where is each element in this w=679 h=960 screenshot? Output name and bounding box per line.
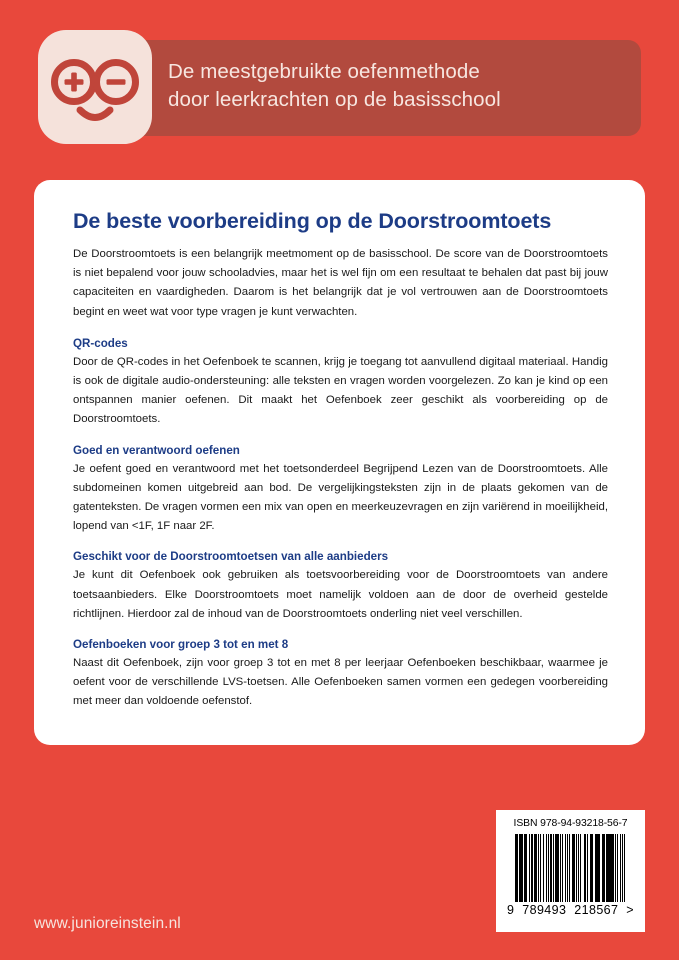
header-tagline-line-1: De meestgebruikte oefenmethode	[168, 60, 480, 83]
section-body: Je oefent goed en verantwoord met het toetsonderdeel Begrijpend Lezen van de Doorstroomtoets. Alle subdomeinen komen uitgebreid aan bod. De vergelijkingsteksten zijn in de plaats gekomen van de gatenteksten. De vragen vormen een mix van open en meerkeuzevragen en zijn variërend in moeilijkheid, lopend van <1F, 1F naar 2F.	[73, 462, 608, 533]
isbn-barcode-block	[496, 810, 645, 932]
content-card	[34, 180, 645, 745]
barcode-digits	[505, 903, 636, 917]
section-heading: QR-codes	[73, 336, 128, 350]
section-goed-en-verantwoord-oefenen	[73, 442, 608, 537]
barcode-digit-group-1: 789493	[522, 903, 567, 917]
junior-einstein-face-logo	[38, 30, 152, 144]
website-url[interactable]: www.junioreinstein.nl	[34, 915, 181, 932]
barcode-digit-group-2: 218567	[574, 903, 619, 917]
section-heading: Oefenboeken voor groep 3 tot en met 8	[73, 638, 289, 652]
content-card-inner	[73, 209, 608, 712]
face-logo-icon	[38, 30, 152, 144]
section-body: Door de QR-codes in het Oefenboek te scannen, krijg je toegang tot aanvullend digitaal materiaal. Handig is ook de digitale audio-ondersteuning: alle teksten en vragen worden voorgelezen. Zo kan je kind op een ontspannen manier oefenen. Dit maakt het Oefenboek zeer geschikt als voorbereiding op de Doorstroomtoets.	[73, 355, 608, 426]
section-body: Naast dit Oefenboek, zijn voor groep 3 tot en met 8 per leerjaar Oefenboeken beschikbaar, waarmee je oefent voor de verschillende LVS-toetsen. Alle Oefenboeken samen vormen een gedegen voorbereiding met meer dan voldoende oefenstof.	[73, 657, 608, 708]
section-geschikt-voor-alle-aanbieders	[73, 548, 608, 624]
barcode-digit-right: >	[626, 903, 634, 917]
barcode-bars	[505, 834, 636, 902]
section-oefenboeken-groep-3-tot-8	[73, 636, 608, 712]
page-header	[0, 0, 679, 170]
barcode-digit-left: 9	[507, 903, 515, 917]
page-title: De beste voorbereiding op de Doorstroomtoets	[73, 209, 552, 233]
header-tagline	[168, 58, 638, 114]
section-qr-codes	[73, 335, 608, 430]
section-heading: Goed en verantwoord oefenen	[73, 443, 240, 457]
section-body: Je kunt dit Oefenboek ook gebruiken als toetsvoorbereiding voor de Doorstroomtoets van andere toetsaanbieders. Elke Doorstroomtoets moet namelijk voldoen aan de door de overheid gestelde richtlijnen. Hierdoor zal de inhoud van de Doorstroomtoets onderling niet veel verschillen.	[73, 569, 608, 620]
header-tagline-line-2: door leerkrachten op de basisschool	[168, 88, 501, 111]
isbn-label: ISBN 978-94-93218-56-7	[513, 818, 628, 829]
section-heading: Geschikt voor de Doorstroomtoetsen van alle aanbieders	[73, 550, 389, 564]
intro-paragraph: De Doorstroomtoets is een belangrijk meetmoment op de basisschool. De score van de Doorstroomtoets is niet bepalend voor jouw schooladvies, maar het is wel fijn om een resultaat te behalen dat past bij jouw capaciteiten en vaardigheden. Daarom is het belangrijk dat je vol vertrouwen aan de Doorstroomtoets begint en weet wat voor type vragen je kunt verwachten.	[73, 248, 608, 318]
